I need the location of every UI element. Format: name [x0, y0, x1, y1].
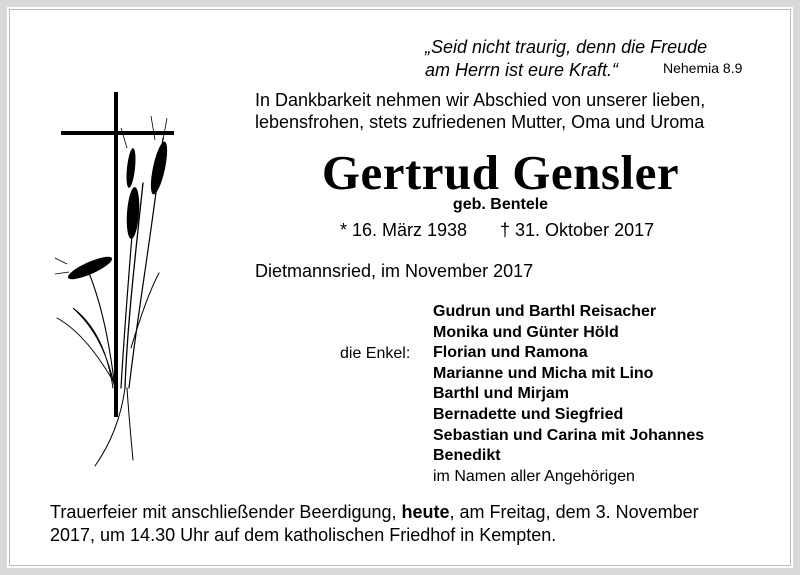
- birth-date: * 16. März 1938: [340, 220, 468, 240]
- service-highlight: heute: [401, 502, 450, 522]
- service-line-1: [50, 501, 699, 524]
- quote-line-1: „Seid nicht traurig, denn die Freude: [425, 37, 708, 57]
- service-line-2: 2017, um 14.30 Uhr auf dem katholischen Friedhof in Kempten.: [50, 525, 557, 545]
- quote-line-2: am Herrn ist eure Kraft.“: [425, 60, 619, 80]
- grandchild-entry: Florian und Ramona: [433, 344, 588, 362]
- grandchild-entry: Bernadette und Siegfried: [433, 405, 624, 423]
- family-entry: Gudrun und Barthl Reisacher: [433, 303, 657, 320]
- mourners-list: [433, 302, 704, 487]
- cross-with-wheat-icon: [55, 88, 195, 473]
- service-text-1: Trauerfeier mit anschließender Beerdigung,: [50, 502, 402, 522]
- quote-reference: Nehemia 8.9: [663, 60, 743, 76]
- grandchild-entry: Marianne und Micha mit Lino: [433, 364, 654, 382]
- intro-line-1: In Dankbarkeit nehmen wir Abschied von unserer lieben,: [255, 90, 706, 110]
- intro-line-2: lebensfrohen, stets zufriedenen Mutter, Oma und Uroma: [255, 112, 705, 132]
- place-and-date: Dietmannsried, im November 2017: [255, 261, 534, 281]
- birth-name: geb. Bentele: [452, 196, 549, 213]
- deceased-name: Gertrud Gensler: [321, 145, 680, 200]
- closing-line: im Namen aller Angehörigen: [433, 467, 635, 485]
- intro-text: [255, 89, 705, 133]
- service-text-2: , am Freitag, dem 3. November: [449, 502, 699, 522]
- grandchild-entry: Benedikt: [433, 447, 501, 465]
- grandchild-entry: Barthl und Mirjam: [433, 385, 570, 403]
- grandchild-entry: Sebastian und Carina mit Johannes: [433, 426, 705, 444]
- family-entry: Monika und Günter Höld: [433, 323, 619, 341]
- funeral-service-notice: [50, 501, 699, 547]
- grandchildren-label: die Enkel:: [340, 345, 411, 362]
- death-date: † 31. Oktober 2017: [500, 220, 655, 240]
